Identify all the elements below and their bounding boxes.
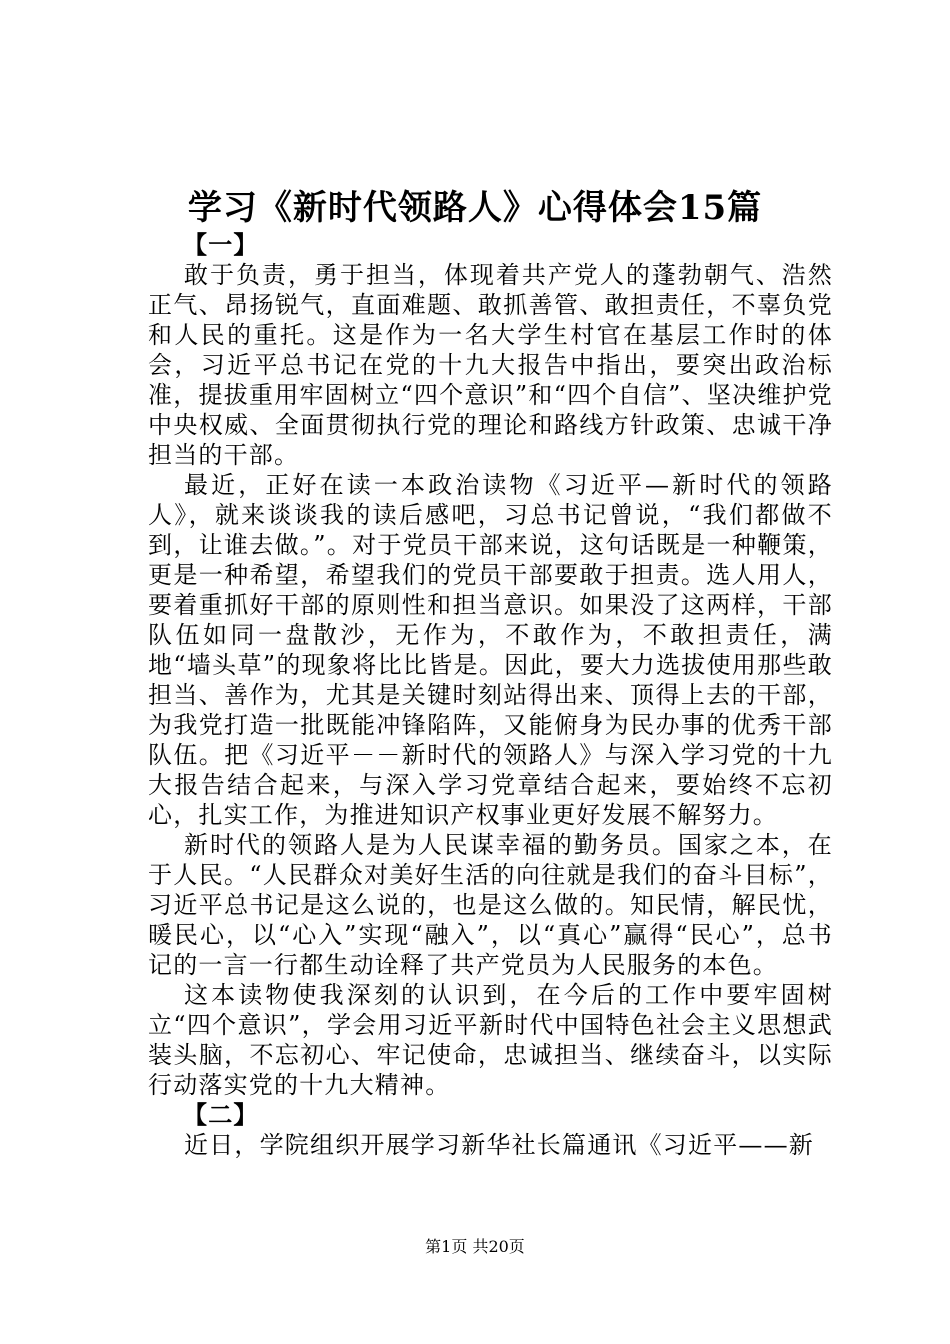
section-heading: 【一】 xyxy=(183,230,259,259)
paragraph: 这本读物使我深刻的认识到，在今后的工作中要牢固树立“四个意识”，学会用习近平新时代中国特色社会主义思想武装头脑，不忘初心、牢记使命，忠诚担当、继续奋斗，以实际行动落实党的十九大精神。 xyxy=(148,981,833,1099)
page-number-footer: 第1页 共20页 xyxy=(425,1237,525,1256)
paragraph: 新时代的领路人是为人民谋幸福的勤务员。国家之本，在于人民。“人民群众对美好生活的向往就是我们的奋斗目标”，习近平总书记是这么说的，也是这么做的。知民情，解民忧，暖民心，以“心入”实现“融入”，以“真心”赢得“民心”，总书记的一言一行都生动诠释了共产党员为人民服务的本色。 xyxy=(148,831,833,979)
paragraph: 敢于负责，勇于担当，体现着共产党人的蓬勃朝气、浩然正气、昂扬锐气，直面难题、敢抓善管、敢担责任，不辜负党和人民的重托。这是作为一名大学生村官在基层工作时的体会，习近平总书记在党的十九大报告中指出，要突出政治标准，提拔重用牢固树立“四个意识”和“四个自信”、坚决维护党中央权威、全面贯彻执行党的理论和路线方针政策、忠诚干净担当的干部。 xyxy=(148,261,833,469)
paragraph: 最近，正好在读一本政治读物《习近平—新时代的领路人》，就来谈谈我的读后感吧，习总书记曾说，“我们都做不到，让谁去做。”。对于党员干部来说，这句话既是一种鞭策，更是一种希望，希望我们的党员干部要敢于担责。选人用人，要着重抓好干部的原则性和担当意识。如果没了这两样，干部队伍如同一盘散沙，无作为，不敢作为，不敢担责任，满地“墙头草”的现象将比比皆是。因此，要大力选拔使用那些敢担当、善作为，尤其是关键时刻站得出来、顶得上去的干部，为我党打造一批既能冲锋陷阵，又能俯身为民办事的优秀干部队伍。把《习近平－－新时代的领路人》与深入学习党的十九大报告结合起来，与深入学习党章结合起来，要始终不忘初心，扎实工作，为推进知识产权事业更好发展不解努力。 xyxy=(148,471,833,829)
document-title: 学习《新时代领路人》心得体会15篇 xyxy=(187,188,763,228)
document-body xyxy=(148,230,833,1160)
paragraph: 近日，学院组织开展学习新华社长篇通讯《习近平——新 xyxy=(184,1131,814,1159)
section-heading: 【二】 xyxy=(183,1100,259,1129)
